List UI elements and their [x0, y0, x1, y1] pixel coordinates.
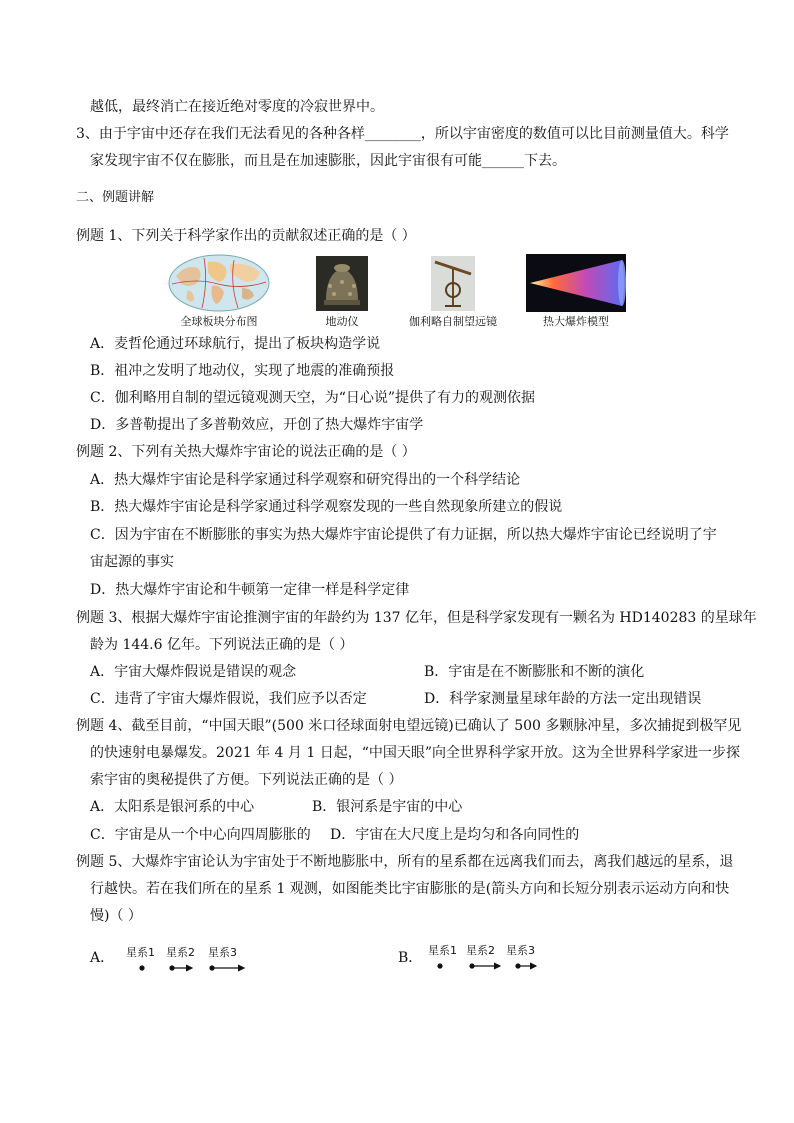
caption-seismograph: 地动仪 — [325, 315, 359, 328]
q3-option-d: D．科学家测量星球年龄的方法一定出现错误 — [424, 691, 702, 707]
option-a-galaxy-1-dot — [139, 965, 144, 970]
seismograph-icon — [316, 256, 368, 311]
q3-option-b: B．宇宙是在不断膨胀和不断的演化 — [424, 664, 645, 680]
q4-option-c: C．宇宙是从一个中心向四周膨胀的 — [90, 827, 311, 843]
option-b-galaxy-3-dot — [515, 963, 520, 968]
caption-big-bang: 热大爆炸模型 — [543, 315, 609, 328]
q2-option-c-line-2: 宙起源的事实 — [90, 554, 174, 570]
item-3-line-1: 3、由于宇宙中还存在我们无法看见的各种各样________，所以宇宙密度的数值可以比目前测量值大。科学 — [76, 126, 729, 142]
q3-stem-line-2: 龄为 144.6 亿年。下列说法正确的是（ ） — [90, 637, 354, 653]
q1-stem: 例题 1、下列关于科学家作出的贡献叙述正确的是（ ） — [76, 228, 416, 244]
q4-stem-line-2: 的快速射电暴爆发。2021 年 4 月 1 日起，“中国天眼”向全世界科学家开放。这为全世界科学家进一步探 — [90, 745, 741, 761]
item-3-line-2: 家发现宇宙不仅在膨胀，而且是在加速膨胀，因此宇宙很有可能______下去。 — [90, 153, 566, 169]
option-a-galaxy-1-label: 星系1 — [126, 946, 155, 959]
q1-option-b: B．祖冲之发明了地动仪，实现了地震的准确预报 — [90, 363, 395, 379]
option-a-galaxy-2-dot — [169, 965, 174, 970]
q5-stem-line-2: 行越快。若在我们所在的星系 1 观测，如图能类比宇宙膨胀的是(箭头方向和长短分别表示运动方向和快 — [90, 881, 730, 897]
option-b-galaxy-diagram — [430, 958, 550, 974]
intro-line-1: 越低，最终消亡在接近绝对零度的冷寂世界中。 — [90, 99, 384, 115]
q3-stem-line-1: 例题 3、根据大爆炸宇宙论推测宇宙的年龄约为 137 亿年，但是科学家发现有一颗名为 HD140283 的星球年 — [76, 610, 757, 626]
q1-option-d: D．多普勒提出了多普勒效应，开创了热大爆炸宇宙学 — [90, 417, 424, 433]
q4-option-b: B．银河系是宇宙的中心 — [312, 799, 463, 815]
option-a-galaxy-3-label: 星系3 — [208, 946, 237, 959]
q2-option-a: A．热大爆炸宇宙论是科学家通过科学观察和研究得出的一个科学结论 — [90, 472, 521, 488]
option-a-galaxy-diagram — [130, 960, 260, 976]
q1-option-a: A．麦哲伦通过环球航行，提出了板块构造学说 — [90, 336, 381, 352]
q1-option-c: C．伽利略用自制的望远镜观测天空，为“日心说”提供了有力的观测依据 — [90, 390, 536, 406]
q2-option-b: B．热大爆炸宇宙论是科学家通过科学观察发现的一些自然现象所建立的假说 — [90, 499, 563, 515]
q3-option-a: A．宇宙大爆炸假说是错误的观念 — [90, 664, 297, 680]
q5-stem-line-3: 慢)（ ） — [90, 908, 142, 924]
option-a-galaxy-3-dot — [209, 965, 214, 970]
q2-option-c-line-1: C．因为宇宙在不断膨胀的事实为热大爆炸宇宙论提供了有力证据，所以热大爆炸宇宙论已经说明了宇 — [90, 527, 717, 543]
caption-world-plate-map: 全球板块分布图 — [180, 315, 258, 328]
option-b-galaxy-3-label: 星系3 — [506, 944, 535, 957]
section-title: 二、例题讲解 — [76, 190, 155, 205]
q4-option-a: A．太阳系是银河系的中心 — [90, 799, 255, 815]
q5-option-a-label: A． — [90, 950, 115, 966]
q3-option-c: C．违背了宇宙大爆炸假说，我们应予以否定 — [90, 691, 367, 707]
q4-stem-line-3: 索宇宙的奥秘提供了方便。下列说法正确的是（ ） — [90, 772, 403, 788]
world-plate-map-icon — [168, 254, 270, 312]
q2-stem: 例题 2、下列有关热大爆炸宇宙论的说法正确的是（ ） — [76, 444, 416, 460]
q5-option-b-label: B． — [398, 950, 423, 966]
q4-stem-line-1: 例题 4、截至目前，“中国天眼”(500 米口径球面射电望远镜)已确认了 500 多颗脉冲星，多次捕捉到极罕见 — [76, 718, 742, 734]
q4-option-d: D．宇宙在大尺度上是均匀和各向同性的 — [330, 827, 580, 843]
telescope-icon — [431, 256, 475, 311]
option-a-galaxy-2-label: 星系2 — [166, 946, 195, 959]
caption-telescope: 伽利略自制望远镜 — [409, 315, 497, 328]
option-b-galaxy-1-label: 星系1 — [428, 944, 457, 957]
option-b-galaxy-2-dot — [469, 963, 474, 968]
q2-option-d: D．热大爆炸宇宙论和牛顿第一定律一样是科学定律 — [90, 582, 410, 598]
big-bang-cone-icon — [526, 254, 626, 312]
q5-stem-line-1: 例题 5、大爆炸宇宙论认为宇宙处于不断地膨胀中，所有的星系都在远离我们而去，离我们越远的星系，退 — [76, 854, 734, 870]
option-b-galaxy-2-label: 星系2 — [466, 944, 495, 957]
option-b-galaxy-1-dot — [437, 963, 442, 968]
